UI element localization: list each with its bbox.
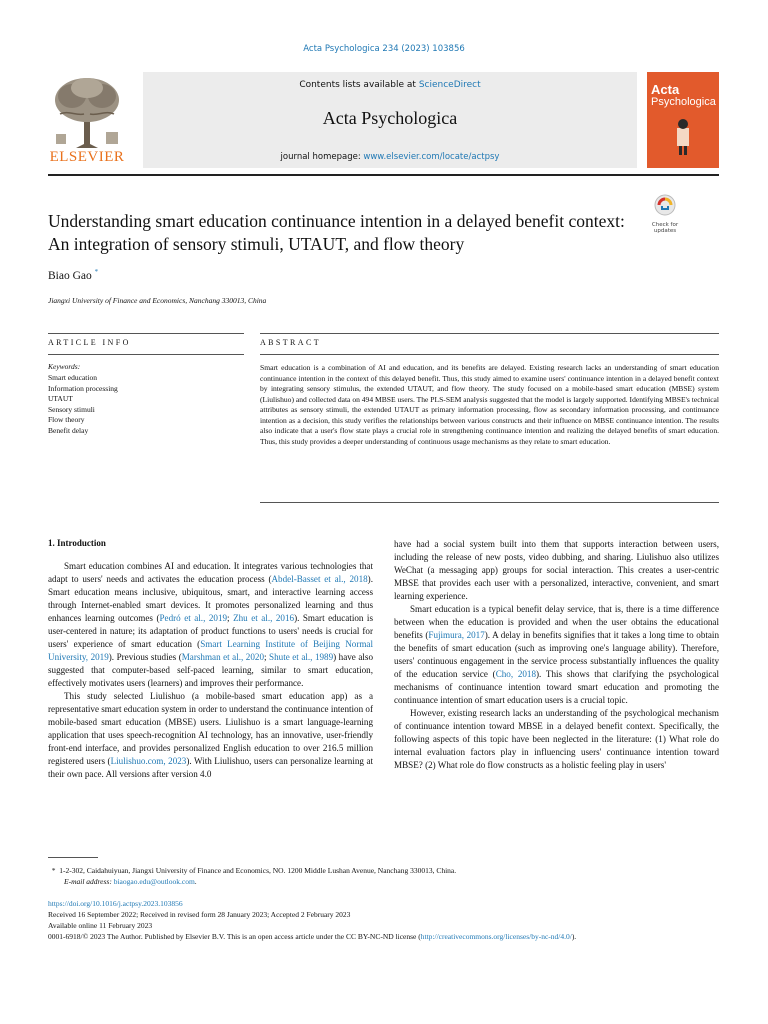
license-statement bbox=[48, 931, 719, 942]
license-suffix: ). bbox=[571, 932, 577, 941]
text-run: ) have also suggested that computer-based self-paced learning, similar to smart education, effectively motivates users (learners) and improves their performance. bbox=[48, 652, 373, 688]
abstract-heading: ABSTRACT bbox=[260, 338, 321, 347]
cover-figure-icon bbox=[667, 116, 699, 156]
journal-cover[interactable] bbox=[647, 72, 719, 168]
email-link[interactable]: biaogao.edu@outlook.com bbox=[113, 877, 195, 886]
journal-name: Acta Psychologica bbox=[322, 108, 458, 128]
keyword: Flow theory bbox=[48, 415, 85, 424]
elsevier-logo bbox=[48, 74, 126, 166]
keyword: Benefit delay bbox=[48, 425, 89, 435]
elsevier-wordmark: ELSEVIER bbox=[49, 149, 125, 165]
paragraph bbox=[48, 690, 373, 781]
citation-link[interactable]: Pedró et al., 2019 bbox=[159, 613, 228, 623]
footnote-rule bbox=[48, 857, 98, 858]
keywords-label: Keywords: bbox=[48, 362, 81, 371]
text-run: Smart education combines AI and education. It integrates various technologies that adapt to users' needs and activates the education process ( bbox=[48, 561, 373, 584]
body-column-right bbox=[394, 538, 719, 772]
abstract-text: Smart education is a combination of AI and education, and its benefits are delayed. Existing research lacks an understanding of smart education continuance intention in the context of this delayed benefit. Thus, this study aimed to examine users' continuance intention in a delayed benefit context by integrating sensory stimulus, the extended UTAUT, and flow theory. The study focused on a mobile-based smart education (MBSE) system (Liulishuo) and collected data on 494 MBSE users. The PLS-SEM analysis suggested that the model is largely supported. Identifying MBSE's technical attributes as sensory stimuli, the extended UTAUT as primary information processing, flow as secondary information processing, and continuance intention as a decision, this study verifies the relationships between various constructs and their influence on MBSE continuance intention. The results also indicate that a user's flow state plays a crucial role in strengthening continuance intention and realizing the delayed benefits of smart education. Thus, this study provides a deeper understanding of continuous usage mechanisms as they relate to smart education. bbox=[260, 363, 719, 446]
author-footnote-mark[interactable]: * bbox=[94, 268, 99, 276]
text-run: ). Smart education is user-centered in nature; its adaptation of product functions to users' needs is crucial for users' experience of smart education ( bbox=[48, 613, 373, 649]
available-online: Available online 11 February 2023 bbox=[48, 921, 153, 930]
abstract-rule-bottom bbox=[260, 502, 719, 503]
text-run: ). With Liulishuo, users can personalize learning at their own pace. All versions after version 4.0 bbox=[48, 756, 374, 779]
text-run: ). This shows that clarifying the psychological mechanisms of continuance intention toward smart education and promoting the continuance intention of smart education users is a crucial topic. bbox=[394, 669, 719, 705]
article-info-rule bbox=[48, 354, 244, 355]
text-run: ). Smart education means inclusive, ubiquitous, smart, and interactive learning access through Internet-enabled smart devices. It promotes personalized learning and thus enhances learning outcomes ( bbox=[48, 574, 373, 623]
citation-link[interactable]: Zhu et al., 2016 bbox=[233, 613, 295, 623]
doi-link[interactable]: https://doi.org/10.1016/j.actpsy.2023.103856 bbox=[48, 899, 183, 908]
citation-link[interactable]: Abdel-Basset et al., 2018 bbox=[271, 574, 368, 584]
section-heading-introduction: 1. Introduction bbox=[48, 538, 106, 548]
contents-prefix: Contents lists available at bbox=[299, 80, 419, 90]
text-run: ; bbox=[227, 613, 234, 623]
abstract-rule-top bbox=[260, 333, 719, 334]
keyword: Sensory stimuli bbox=[48, 404, 95, 414]
tree-icon bbox=[48, 74, 126, 150]
received-dates: Received 16 September 2022; Received in revised form 28 January 2023; Accepted 2 February 2023 bbox=[48, 910, 351, 919]
citation-link[interactable]: Shute et al., 1989 bbox=[269, 652, 334, 662]
check-updates-line1: Check for bbox=[651, 222, 679, 228]
citation-link[interactable]: Cho, 2018 bbox=[495, 669, 537, 679]
citation-link[interactable]: Liulishuo.com, 2023 bbox=[110, 756, 187, 766]
journal-header-box bbox=[143, 72, 637, 168]
check-updates-text bbox=[648, 222, 682, 234]
article-title: Understanding smart education continuance intention in a delayed benefit context: An integration of sensory stimuli, UTAUT, and flow theory bbox=[48, 211, 625, 254]
cover-title bbox=[651, 84, 716, 108]
text-run: ). A delay in benefits signifies that it takes a long time to obtain the benefits of smart education (such as improving one's language ability). Therefore, users' continuous engagement in the service process substantially influences the quality of the education service ( bbox=[394, 630, 719, 679]
journal-citation[interactable]: Acta Psychologica 234 (2023) 103856 bbox=[303, 44, 465, 54]
email-label: E-mail address: bbox=[64, 877, 114, 886]
text-run: ). Previous studies ( bbox=[108, 652, 182, 662]
article-info-heading: ARTICLE INFO bbox=[48, 338, 131, 347]
homepage-link[interactable]: www.elsevier.com/locate/actpsy bbox=[363, 152, 500, 162]
check-for-updates-badge[interactable] bbox=[648, 194, 682, 232]
keyword: UTAUT bbox=[48, 394, 73, 403]
homepage-prefix: journal homepage: bbox=[280, 152, 364, 162]
footnote-email bbox=[48, 876, 719, 887]
text-run: ; bbox=[264, 652, 270, 662]
keyword: Smart education bbox=[48, 373, 97, 382]
cover-title-line-1: Acta bbox=[651, 82, 680, 97]
contents-line bbox=[143, 80, 637, 90]
text-run: This study selected Liulishuo (a mobile-based smart education app) as a representative smart education system in order to understand the continuance intention of mobile-based smart education (MBSE) users. Liulishuo is a smart language-learning application that uses speech-recognition AI technology, has an innovative, user-friendly front-end interface, and provides personalized English education to over 216.5 million registered users ( bbox=[48, 691, 373, 766]
author-name bbox=[48, 268, 98, 282]
sciencedirect-link[interactable]: ScienceDirect bbox=[418, 80, 481, 90]
corresponding-author-footnote bbox=[48, 865, 719, 887]
paragraph bbox=[394, 603, 719, 707]
check-updates-icon bbox=[654, 194, 676, 216]
author-affiliation: Jiangxi University of Finance and Economics, Nanchang 330013, China bbox=[48, 296, 267, 305]
citation-link[interactable]: Marshman et al., 2020 bbox=[181, 652, 264, 662]
keywords-list bbox=[48, 373, 118, 436]
publication-info bbox=[48, 898, 719, 942]
footnote-address bbox=[48, 865, 719, 876]
paragraph bbox=[48, 560, 373, 690]
article-info-rule-top bbox=[48, 333, 244, 334]
cover-title-line-2: Psychologica bbox=[651, 96, 716, 108]
check-updates-line2: updates bbox=[653, 228, 677, 234]
header-rule bbox=[48, 174, 719, 176]
citation-link[interactable]: Smart Learning Institute of Beijing Normal University, 2019 bbox=[48, 639, 373, 662]
text-run: Smart education is a typical benefit delay service, that is, there is a time difference between when the education is provided and when the user obtains the educational benefits ( bbox=[394, 604, 719, 640]
email-suffix: . bbox=[194, 877, 197, 886]
license-text: 0001-6918/© 2023 The Author. Published by Elsevier B.V. This is an open access article under the CC BY-NC-ND license ( bbox=[48, 932, 421, 941]
keyword: Information processing bbox=[48, 383, 118, 393]
abstract-rule bbox=[260, 354, 719, 355]
homepage-line bbox=[143, 152, 637, 162]
footnote-address-text: 1-2-302, Caidahuiyuan, Jiangxi University of Finance and Economics, NO. 1200 Middle Lushan Avenue, Nanchang 330013, China. bbox=[59, 866, 457, 875]
paragraph: However, existing research lacks an understanding of the psychological mechanism of continuance intention toward MBSE in a delayed benefit context. Specifically, the following aspects of this topic have been neglected in the literature: (1) What role do internal evaluation factors play in influencing users' continuance intention toward MBSE? (2) What role do flow constructs as a holistic feeling play in users' bbox=[394, 708, 719, 770]
body-column-left bbox=[48, 560, 373, 781]
paragraph: have had a social system built into them that supports interaction between users, including the release of new posts, video dubbing, and sharing. Liulishuo also utilizes WeChat (a messaging app) groups for social interaction. This creates a user-centric MBSE that provides each user with a personalized, interactive, convenient, and smart learning experience. bbox=[394, 539, 719, 601]
author-text: Biao Gao bbox=[48, 269, 92, 282]
footnote-mark: * bbox=[51, 866, 56, 875]
citation-link[interactable]: Fujimura, 2017 bbox=[428, 630, 485, 640]
license-link[interactable]: http://creativecommons.org/licenses/by-nc-nd/4.0/ bbox=[420, 932, 572, 941]
